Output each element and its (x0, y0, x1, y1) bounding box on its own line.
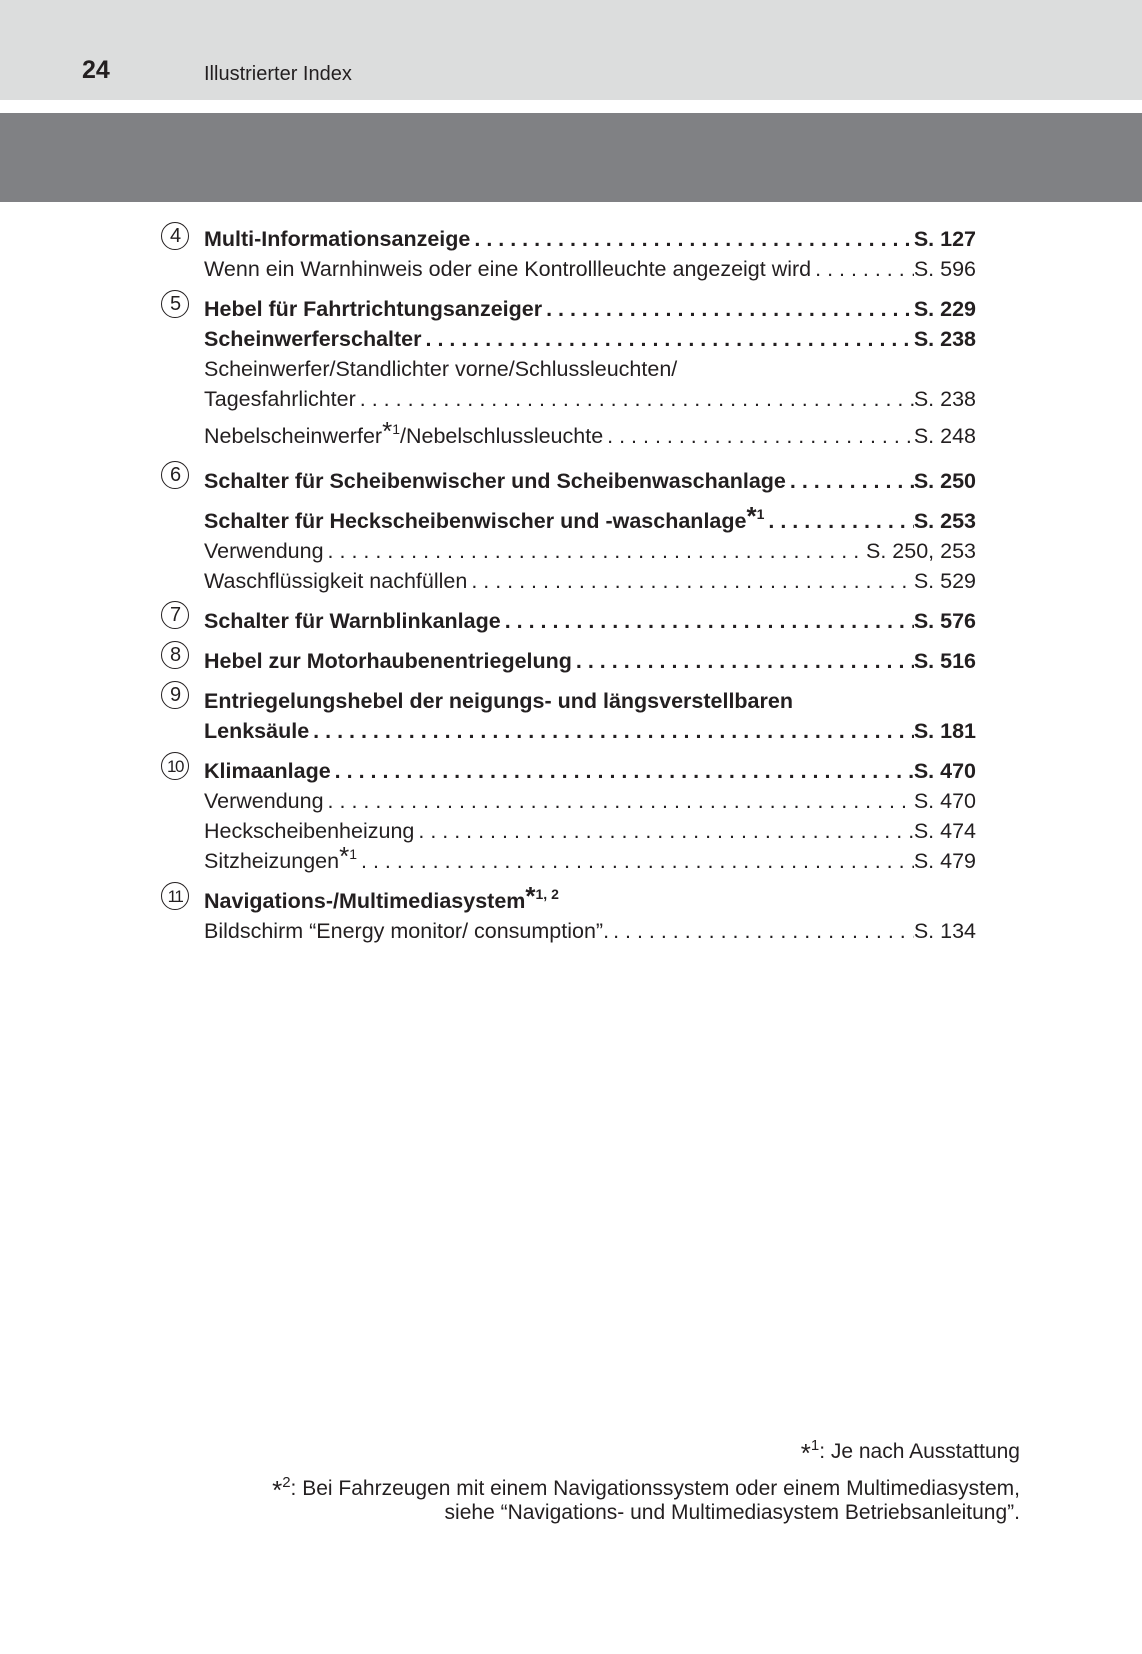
entry-text: Heckscheibenheizung (204, 819, 415, 843)
entry-text: Klimaanlage (204, 759, 331, 783)
footnote-ref: *1, 2 (525, 881, 559, 911)
index-entry (204, 814, 976, 844)
entry-page: S. 250 (913, 469, 976, 493)
entry-text: Wenn ein Warnhinweis oder eine Kontrollleuchte angezeigt wird (204, 257, 812, 281)
entry-page: S. 134 (913, 919, 976, 943)
marker-4: 4 (161, 222, 189, 250)
index-entry (204, 684, 976, 714)
entry-text: Scheinwerfer/Standlichter vorne/Schlussleuchten/ (204, 357, 678, 381)
footnote-2-continued: siehe “Navigations- und Multimediasystem Betriebsanleitung”. (444, 1501, 1020, 1524)
index-entry (204, 416, 976, 449)
entry-page: S. 250, 253 (866, 539, 976, 563)
entry-text: Schalter für Warnblinkanlage (204, 609, 501, 633)
footnote-ref: *1 (339, 841, 357, 871)
index-entry (204, 604, 976, 634)
entry-page: S. 248 (913, 424, 976, 448)
section-title: Illustrierter Index (204, 63, 352, 85)
index-entry (204, 222, 976, 252)
entry-page: S. 470 (913, 789, 976, 813)
entry-text: Navigations-/Multimediasystem (204, 889, 526, 913)
entry-page: S. 238 (913, 387, 976, 411)
index-entry (204, 252, 976, 282)
entry-page: S. 596 (913, 257, 976, 281)
footnote-ref: *1 (746, 501, 765, 531)
entry-page: S. 238 (913, 327, 976, 351)
entry-text: Verwendung (204, 539, 324, 563)
entry-text: Entriegelungshebel der neigungs- und längsverstellbaren (204, 689, 793, 713)
index-entry (204, 534, 976, 564)
entry-text: Sitzheizungen (204, 849, 340, 873)
index-entry (204, 564, 976, 594)
marker-5: 5 (161, 290, 189, 318)
index-entry (204, 352, 976, 382)
entry-page: S. 479 (913, 849, 976, 873)
marker-8: 8 (161, 641, 189, 669)
marker-10: 10 (161, 752, 189, 780)
entry-page: S. 576 (913, 609, 976, 633)
footnote-ref: *1 (382, 416, 400, 446)
index-entry (204, 881, 976, 914)
marker-11: 11 (161, 882, 189, 910)
entry-page: S. 181 (913, 719, 976, 743)
marker-9: 9 (161, 681, 189, 709)
index-entry (204, 914, 976, 944)
entry-page: S. 474 (913, 819, 976, 843)
index-entry (204, 322, 976, 352)
entry-text-cont: /Nebelschlussleuchte (399, 424, 604, 448)
entry-page: S. 529 (913, 569, 976, 593)
entry-text: Schalter für Heckscheibenwischer und -waschanlage (204, 509, 747, 533)
entry-text: Nebelscheinwerfer (204, 424, 383, 448)
entry-page: S. 127 (913, 227, 976, 251)
entry-text: Hebel zur Motorhaubenentriegelung (204, 649, 572, 673)
page-header (0, 0, 1142, 100)
index-entry (204, 382, 976, 412)
index-entry (204, 784, 976, 814)
index-entry (204, 754, 976, 784)
marker-7: 7 (161, 601, 189, 629)
index-entry (204, 841, 976, 874)
entry-text: Lenksäule (204, 719, 310, 743)
index-entry (204, 464, 976, 494)
footnote-1: *$^1$: Je nach Ausstattung (800, 1437, 1020, 1468)
entry-text: Tagesfahrlichter (204, 387, 356, 411)
entry-text: Verwendung (204, 789, 324, 813)
entry-page: S. 516 (913, 649, 976, 673)
index-entry (204, 501, 976, 534)
entry-text: Scheinwerferschalter (204, 327, 422, 351)
entry-page: S. 253 (913, 509, 976, 533)
section-banner (0, 113, 1142, 202)
entry-page: S. 470 (913, 759, 976, 783)
entry-text: Bildschirm “Energy monitor/ consumption”. (204, 919, 610, 943)
entry-page: S. 229 (913, 297, 976, 321)
entry-text: Waschflüssigkeit nachfüllen (204, 569, 468, 593)
index-entry (204, 714, 976, 744)
page-number: 24 (82, 56, 110, 84)
index-entry (204, 292, 976, 322)
entry-text: Hebel für Fahrtrichtungsanzeiger (204, 297, 543, 321)
entry-text: Multi-Informationsanzeige (204, 227, 471, 251)
footnote-2: *$^2$: Bei Fahrzeugen mit einem Navigationssystem oder einem Multimediasystem, (272, 1474, 1020, 1505)
entry-text: Schalter für Scheibenwischer und Scheibenwaschanlage (204, 469, 786, 493)
marker-6: 6 (161, 461, 189, 489)
index-entry (204, 644, 976, 674)
